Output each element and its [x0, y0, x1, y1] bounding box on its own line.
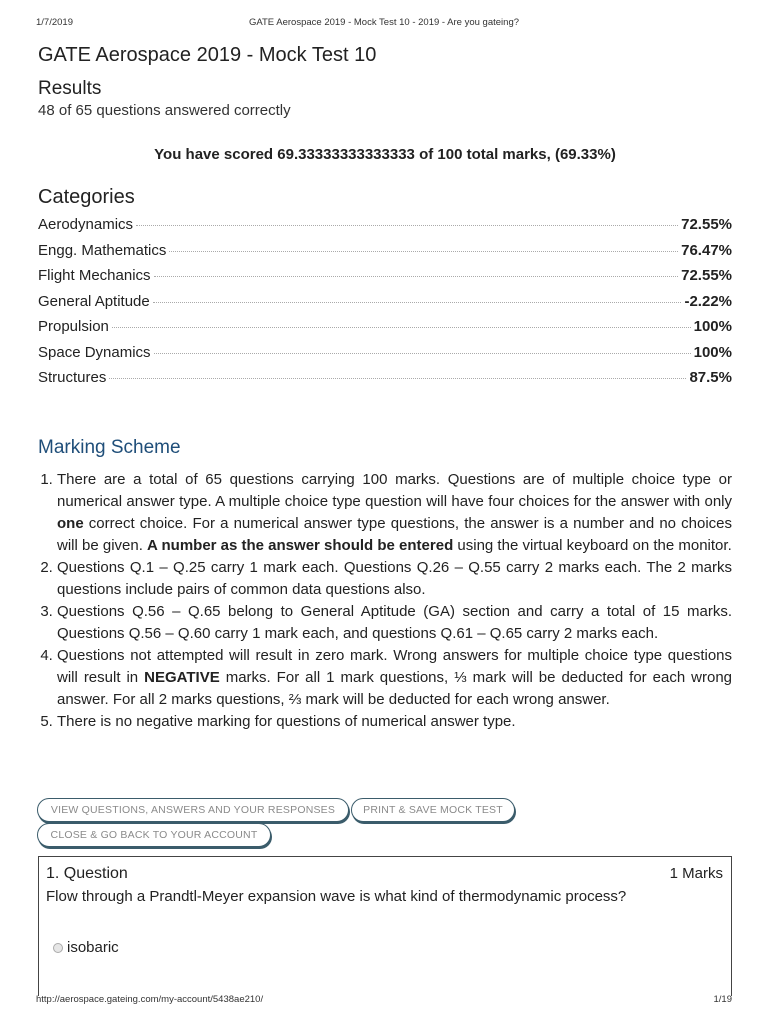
- category-value: -2.22%: [684, 292, 732, 310]
- category-value: 87.5%: [689, 369, 732, 386]
- category-value: 100%: [693, 343, 732, 361]
- question-text: Flow through a Prandtl-Meyer expansion wave is what kind of thermodynamic process?: [46, 888, 627, 905]
- dot-leader: [154, 353, 691, 354]
- categories-list: [38, 216, 732, 395]
- text-span: marks. For all 1 mark questions, ⅓ mark will be deducted for each wrong answer. For all 2 marks questions, ⅔ mark will be deducted for each wrong answer.: [57, 668, 733, 708]
- print-save-button[interactable]: PRINT & SAVE MOCK TEST: [351, 798, 515, 822]
- bold-text: A number as the answer should be entered: [147, 536, 454, 554]
- category-row: [38, 344, 732, 370]
- marking-scheme-item: 2. Questions Q.1 – Q.25 carry 1 mark each. Questions Q.26 – Q.55 carry 2 marks each. The 2 marks questions include pairs of common data questions also.: [57, 557, 732, 601]
- category-name: Propulsion: [38, 318, 109, 335]
- categories-heading: Categories: [38, 186, 135, 208]
- category-row: [38, 242, 732, 268]
- category-row: [38, 369, 732, 395]
- dot-leader: [109, 378, 686, 379]
- page-number: 1/19: [713, 994, 732, 1005]
- marking-scheme-heading: Marking Scheme: [38, 436, 181, 458]
- marking-scheme-list: [38, 469, 732, 733]
- view-responses-button[interactable]: VIEW QUESTIONS, ANSWERS AND YOUR RESPONSES: [37, 798, 349, 822]
- option-label: isobaric: [67, 939, 119, 956]
- marking-scheme-item: 3. Questions Q.56 – Q.65 belong to General Aptitude (GA) section and carry a total of 15 marks. Questions Q.56 – Q.60 carry 1 mark each, and questions Q.61 – Q.65 carry 2 marks each.: [57, 601, 732, 645]
- text-span: Questions not attempted will result in zero mark. Wrong answers for multiple choice type questions will result in: [57, 646, 732, 686]
- results-heading: Results: [38, 78, 102, 99]
- text-span: correct choice. For a numerical answer type questions, the answer is a number and no choices will be given.: [57, 514, 732, 554]
- category-row: [38, 216, 732, 242]
- question-card: [38, 856, 732, 996]
- question-marks: 1 Marks: [669, 865, 723, 882]
- question-heading: 1. Question: [46, 865, 128, 882]
- category-name: Aerodynamics: [38, 216, 134, 233]
- marking-scheme-item: 5. There is no negative marking for questions of numerical answer type.: [57, 711, 732, 733]
- page-title: GATE Aerospace 2019 - Mock Test 10: [38, 44, 377, 66]
- close-back-button[interactable]: CLOSE & GO BACK TO YOUR ACCOUNT: [37, 823, 271, 847]
- print-url: http://aerospace.gateing.com/my-account/5438ae210/: [36, 994, 264, 1005]
- text-span: using the virtual keyboard on the monitor.: [453, 536, 732, 554]
- score-line: You have scored 69.33333333333333 of 100 total marks, (69.33%): [154, 146, 616, 163]
- main-content: [38, 42, 732, 733]
- category-row: [38, 318, 732, 344]
- category-value: 76.47%: [681, 241, 732, 259]
- category-name: Space Dynamics: [38, 343, 151, 361]
- results-summary: 48 of 65 questions answered correctly: [38, 102, 291, 119]
- bold-text: NEGATIVE: [144, 668, 220, 686]
- bold-text: one: [57, 514, 84, 532]
- category-row: [38, 293, 732, 319]
- category-name: General Aptitude: [38, 292, 150, 310]
- print-page-title: GATE Aerospace 2019 - Mock Test 10 - 2019 - Are you gateing?: [248, 17, 520, 28]
- print-footer: [36, 994, 732, 1008]
- print-header: [36, 17, 732, 31]
- marking-scheme-item: [57, 469, 732, 557]
- print-date: 1/7/2019: [36, 17, 73, 28]
- category-name: Structures: [38, 369, 107, 386]
- category-value: 72.55%: [681, 216, 732, 233]
- dot-leader: [112, 327, 691, 328]
- dot-leader: [153, 302, 682, 303]
- category-name: Engg. Mathematics: [38, 241, 167, 259]
- dot-leader: [136, 225, 678, 226]
- radio-button[interactable]: [53, 943, 63, 953]
- category-name: Flight Mechanics: [38, 267, 151, 284]
- category-value: 100%: [693, 318, 732, 335]
- text-span: There are a total of 65 questions carrying 100 marks. Questions are of multiple choice type or numerical answer type. A multiple choice type question will have four choices for the answer with only: [57, 470, 732, 510]
- marking-scheme-item: [57, 645, 732, 711]
- dot-leader: [169, 251, 678, 252]
- answer-option[interactable]: [53, 939, 119, 956]
- category-row: [38, 267, 732, 293]
- dot-leader: [154, 276, 679, 277]
- category-value: 72.55%: [681, 267, 732, 284]
